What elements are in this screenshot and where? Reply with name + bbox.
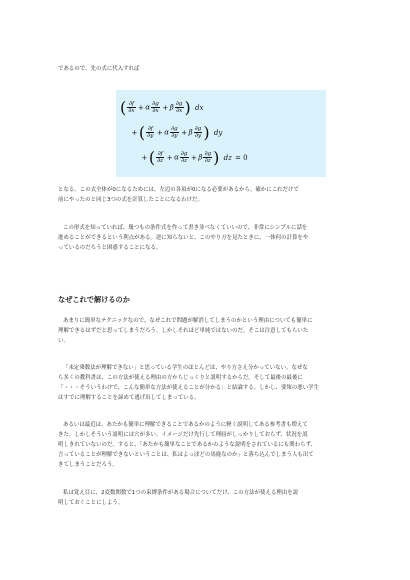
para4-line-4: はすでに理解することを諦めて逃げ出してしまっている。 [58,395,200,401]
para4-line-2: ら多くの教科書は、この方法が使える理由の方からじっくりと説明するからだ。そして最後の最後に [58,375,303,381]
equation-row-y: +( $\frac{\partial f}{\partial y}$ + α $\frac{\partial g}{\partial y}$ + β $\frac{\partial g}{\partial y}$ ) dy [131,123,223,142]
intro-text: であるので、先の式に代入すれば [58,66,140,72]
para5-line-3: 明しきれていないのだ。すると、「あたかも簡単なことであるかのような説明をされているにも関わらず、 [58,442,317,448]
equation-box [116,90,326,177]
equation-row-x: ( $\frac{\partial f}{\partial x}$ + α $\frac{\partial g}{\partial x}$ + β $\frac{\partial g}{\partial x}$ ) dx [120,98,204,117]
para5-line-4: 言っていることが理解できないということは、私はよっぽどの馬鹿なのか」と落ち込んでしまう人も出て [58,452,314,458]
equation-row-z: +( $\frac{\partial f}{\partial z}$ + α $\frac{\partial g}{\partial z}$ + β $\frac{\partial g}{\partial z}$ ) dz = 0 [141,148,248,167]
para5-line-2: きた。しかしそういう説明には穴が多い。イメージだけ先行して理屈がしっかりしておらず、状況を説 [58,432,308,438]
section-heading: なぜこれで解けるのか [58,295,130,304]
para3-line-2: 理解できるはずだと思ってしまうだろう。しかしそれほど単純ではないのだ。そこは注意してもらいた [58,328,309,334]
para5-line-1: あるいは最近は、あたかも簡単に理解できることであるかのように軽く説明してある参考書も増えて [63,422,308,428]
para6-line-2: 明しておくことにしよう。 [58,500,124,506]
para3-line-1: あまりに簡単なテクニックなので、なぜこれで問題が解消してしまうのかという理由についても簡単に [63,318,313,324]
para4-line-3: 「・・・そういうわけで、こんな簡単な方法が使えることが分かる」と結論する。しかし、要領の悪い学生 [58,385,320,391]
para1-line-1: となる。この式全体が0になるためには、左辺の各項が0になる必要があるから、確かにこれだけで [58,187,299,193]
document-page [58,0,358,580]
para6-line-1: 私は覚え目に、2変数関数で1つの束縛条件がある場合についてだけ、この方法が使える理由を説 [63,490,299,496]
para2-line-2: 進めることができるという利点がある。逆に知らないと、このやり方を見たときに、一体何の計算をや [58,235,309,241]
para2-line-3: っているのだろうと困惑することになる。 [58,245,162,251]
para1-line-2: 前にやったのと同じ3つの式を計算したことになるわけだ。 [58,197,203,203]
para2-line-1: この形式を知っていれば、幾つもの条件式を作って書き並べなくていいので、非常にシンプルに話を [63,225,308,231]
para5-line-5: きてしまうことだろう。 [58,462,118,468]
para3-line-3: い。 [58,338,69,344]
para4-line-1: 「未定乗数法が理解できない」と思っている学生のほとんどは、やり方さえ分かっていない。なぜな [63,365,308,371]
